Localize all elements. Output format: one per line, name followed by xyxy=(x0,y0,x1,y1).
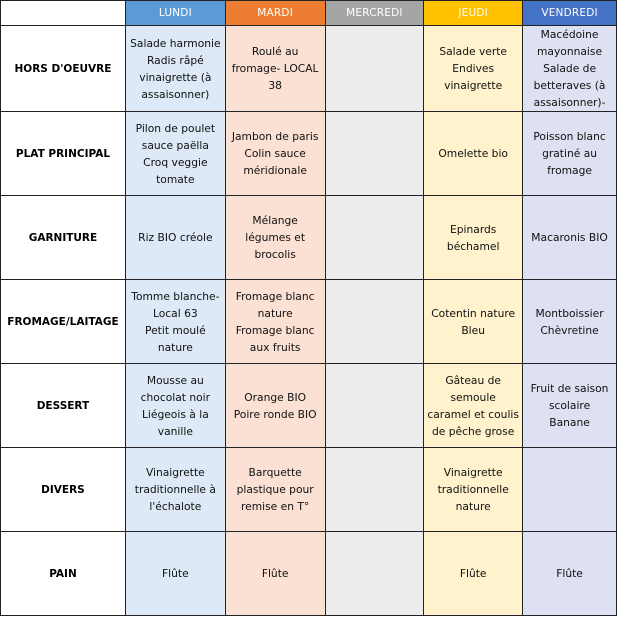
menu-item-line: traditionnelle à xyxy=(134,483,216,496)
menu-item-line: Flûte xyxy=(261,567,289,580)
menu-item-line: Colin sauce xyxy=(244,147,306,160)
menu-item-line: Endives xyxy=(452,62,495,75)
menu-item-line: vanille xyxy=(157,424,193,438)
menu-cell-vendredi xyxy=(523,26,617,112)
menu-cell-jeudi xyxy=(424,532,523,616)
menu-item-line: mayonnaise xyxy=(537,45,603,58)
menu-cell-lundi xyxy=(125,532,225,616)
menu-item-line: fromage- LOCAL xyxy=(231,62,319,75)
menu-cell-mercredi xyxy=(325,26,424,112)
menu-item-line: tomate xyxy=(156,172,195,186)
day-header-vendredi: VENDREDI xyxy=(523,1,617,26)
menu-cell-jeudi xyxy=(424,26,523,112)
menu-item-line: Pilon de poulet xyxy=(135,121,216,135)
menu-item-line: nature xyxy=(157,340,193,354)
menu-item-line: Vinaigrette xyxy=(145,466,205,479)
menu-item-line: béchamel xyxy=(446,239,500,253)
menu-cell-lundi xyxy=(125,26,225,112)
menu-cell-mardi xyxy=(225,280,325,364)
menu-cell-lundi xyxy=(125,112,225,196)
menu-cell-lundi xyxy=(125,448,225,532)
menu-item-line: vinaigrette (à xyxy=(139,70,212,84)
menu-item-line: assaisonner)- xyxy=(533,96,606,109)
menu-item-line: Poisson blanc xyxy=(533,130,606,143)
menu-cell-vendredi xyxy=(523,532,617,616)
menu-item-line: Roulé au xyxy=(251,45,299,58)
row-label: FROMAGE/LAITAGE xyxy=(1,280,126,364)
menu-item-line: Omelette bio xyxy=(438,147,508,160)
row-label: DESSERT xyxy=(1,364,126,448)
menu-item-line: Orange BIO xyxy=(244,390,307,404)
menu-cell-mercredi xyxy=(325,448,424,532)
day-header-jeudi: JEUDI xyxy=(424,1,523,26)
menu-item-line: Bleu xyxy=(461,323,485,337)
menu-item-line: Jambon de paris xyxy=(231,130,319,143)
menu-item-line: Montboissier xyxy=(535,306,604,320)
menu-item-line: l'échalote xyxy=(149,500,202,513)
menu-item-line: Chèvretine xyxy=(540,323,599,337)
menu-cell-mardi xyxy=(225,448,325,532)
menu-item-line: Radis râpé xyxy=(146,53,204,67)
menu-item-line: Riz BIO créole xyxy=(138,231,213,244)
menu-item-line: méridionale xyxy=(243,164,307,177)
menu-item-line: traditionnelle xyxy=(437,483,509,496)
menu-item-line: plastique pour xyxy=(236,483,314,496)
menu-cell-vendredi xyxy=(523,448,617,532)
menu-cell-mercredi xyxy=(325,280,424,364)
menu-item-line: scolaire xyxy=(548,399,591,412)
menu-item-line: Poire ronde BIO xyxy=(233,407,317,421)
menu-item-line: Vinaigrette xyxy=(443,466,503,479)
menu-cell-vendredi xyxy=(523,112,617,196)
menu-cell-jeudi xyxy=(424,196,523,280)
menu-cell-vendredi xyxy=(523,280,617,364)
menu-item-line: Flûte xyxy=(459,567,487,580)
menu-cell-mardi xyxy=(225,26,325,112)
menu-item-line: Gâteau de xyxy=(445,373,502,387)
menu-cell-jeudi xyxy=(424,364,523,448)
menu-cell-vendredi xyxy=(523,364,617,448)
row-label: PAIN xyxy=(1,532,126,616)
menu-item-line: Petit moulé xyxy=(145,323,206,337)
menu-body xyxy=(1,26,617,616)
menu-item-line: vinaigrette xyxy=(444,79,503,92)
menu-item-line: Salade de xyxy=(543,62,597,75)
menu-item-line: Flûte xyxy=(556,567,583,580)
menu-item-line: remise en T° xyxy=(241,500,310,513)
menu-cell-mardi xyxy=(225,532,325,616)
menu-item-line: sauce paëlla xyxy=(141,138,209,152)
menu-row xyxy=(1,532,617,616)
menu-item-line: gratiné au xyxy=(542,147,598,160)
menu-item-line: Cotentin nature xyxy=(431,306,516,320)
row-label: HORS D'OEUVRE xyxy=(1,26,126,112)
menu-item-line: betteraves (à xyxy=(533,79,606,92)
menu-row xyxy=(1,112,617,196)
menu-cell-mercredi xyxy=(325,112,424,196)
menu-item-line: Salade verte xyxy=(439,45,508,58)
menu-item-line: brocolis xyxy=(254,248,296,261)
menu-item-line: semoule xyxy=(450,390,496,404)
menu-item-line: chocolat noir xyxy=(140,390,211,404)
menu-cell-lundi xyxy=(125,280,225,364)
menu-item-line: de pêche grose xyxy=(431,424,515,438)
menu-item-line: caramel et coulis xyxy=(427,407,519,421)
menu-cell-mercredi xyxy=(325,532,424,616)
menu-item-line: Liégeois à la xyxy=(141,407,209,421)
menu-row xyxy=(1,448,617,532)
menu-cell-lundi xyxy=(125,364,225,448)
menu-cell-jeudi xyxy=(424,112,523,196)
menu-item-line: Macaronis BIO xyxy=(531,231,608,244)
menu-item-line: Mélange xyxy=(252,214,298,227)
menu-item-line: assaisonner) xyxy=(141,87,210,101)
menu-cell-jeudi xyxy=(424,448,523,532)
day-header-row xyxy=(1,1,617,26)
menu-item-line: légumes et xyxy=(245,231,306,244)
menu-item-line: Barquette xyxy=(248,466,302,479)
menu-item-line: nature xyxy=(455,500,491,513)
menu-cell-mercredi xyxy=(325,364,424,448)
menu-item-line: Salade harmonie xyxy=(130,36,221,50)
menu-item-line: Banane xyxy=(549,416,590,429)
menu-item-line: Tomme blanche- xyxy=(131,289,220,303)
menu-cell-mercredi xyxy=(325,196,424,280)
menu-item-line: Fromage blanc xyxy=(235,289,315,303)
menu-cell-mardi xyxy=(225,112,325,196)
menu-item-line: Croq veggie xyxy=(143,155,208,169)
menu-item-line: Mousse au xyxy=(146,373,204,387)
menu-item-line: Flûte xyxy=(162,567,189,580)
menu-row xyxy=(1,364,617,448)
menu-item-line: nature xyxy=(257,306,293,320)
menu-item-line: fromage xyxy=(547,164,592,177)
row-label: GARNITURE xyxy=(1,196,126,280)
menu-item-line: 38 xyxy=(268,79,282,92)
menu-row xyxy=(1,26,617,112)
menu-item-line: Macédoine xyxy=(540,28,599,41)
menu-row xyxy=(1,280,617,364)
menu-cell-mardi xyxy=(225,196,325,280)
menu-cell-vendredi xyxy=(523,196,617,280)
menu-item-line: Local 63 xyxy=(153,306,198,320)
day-header-mercredi: MERCREDI xyxy=(325,1,424,26)
row-label: PLAT PRINCIPAL xyxy=(1,112,126,196)
menu-item-line: Fruit de saison xyxy=(530,382,609,395)
menu-item-line: Fromage blanc xyxy=(235,323,315,337)
header-corner xyxy=(1,1,126,26)
menu-cell-mardi xyxy=(225,364,325,448)
menu-cell-lundi xyxy=(125,196,225,280)
day-header-lundi: LUNDI xyxy=(125,1,225,26)
row-label: DIVERS xyxy=(1,448,126,532)
menu-item-line: aux fruits xyxy=(249,340,301,354)
menu-row xyxy=(1,196,617,280)
day-header-mardi: MARDI xyxy=(225,1,325,26)
menu-cell-jeudi xyxy=(424,280,523,364)
menu-item-line: Epinards xyxy=(449,222,497,236)
